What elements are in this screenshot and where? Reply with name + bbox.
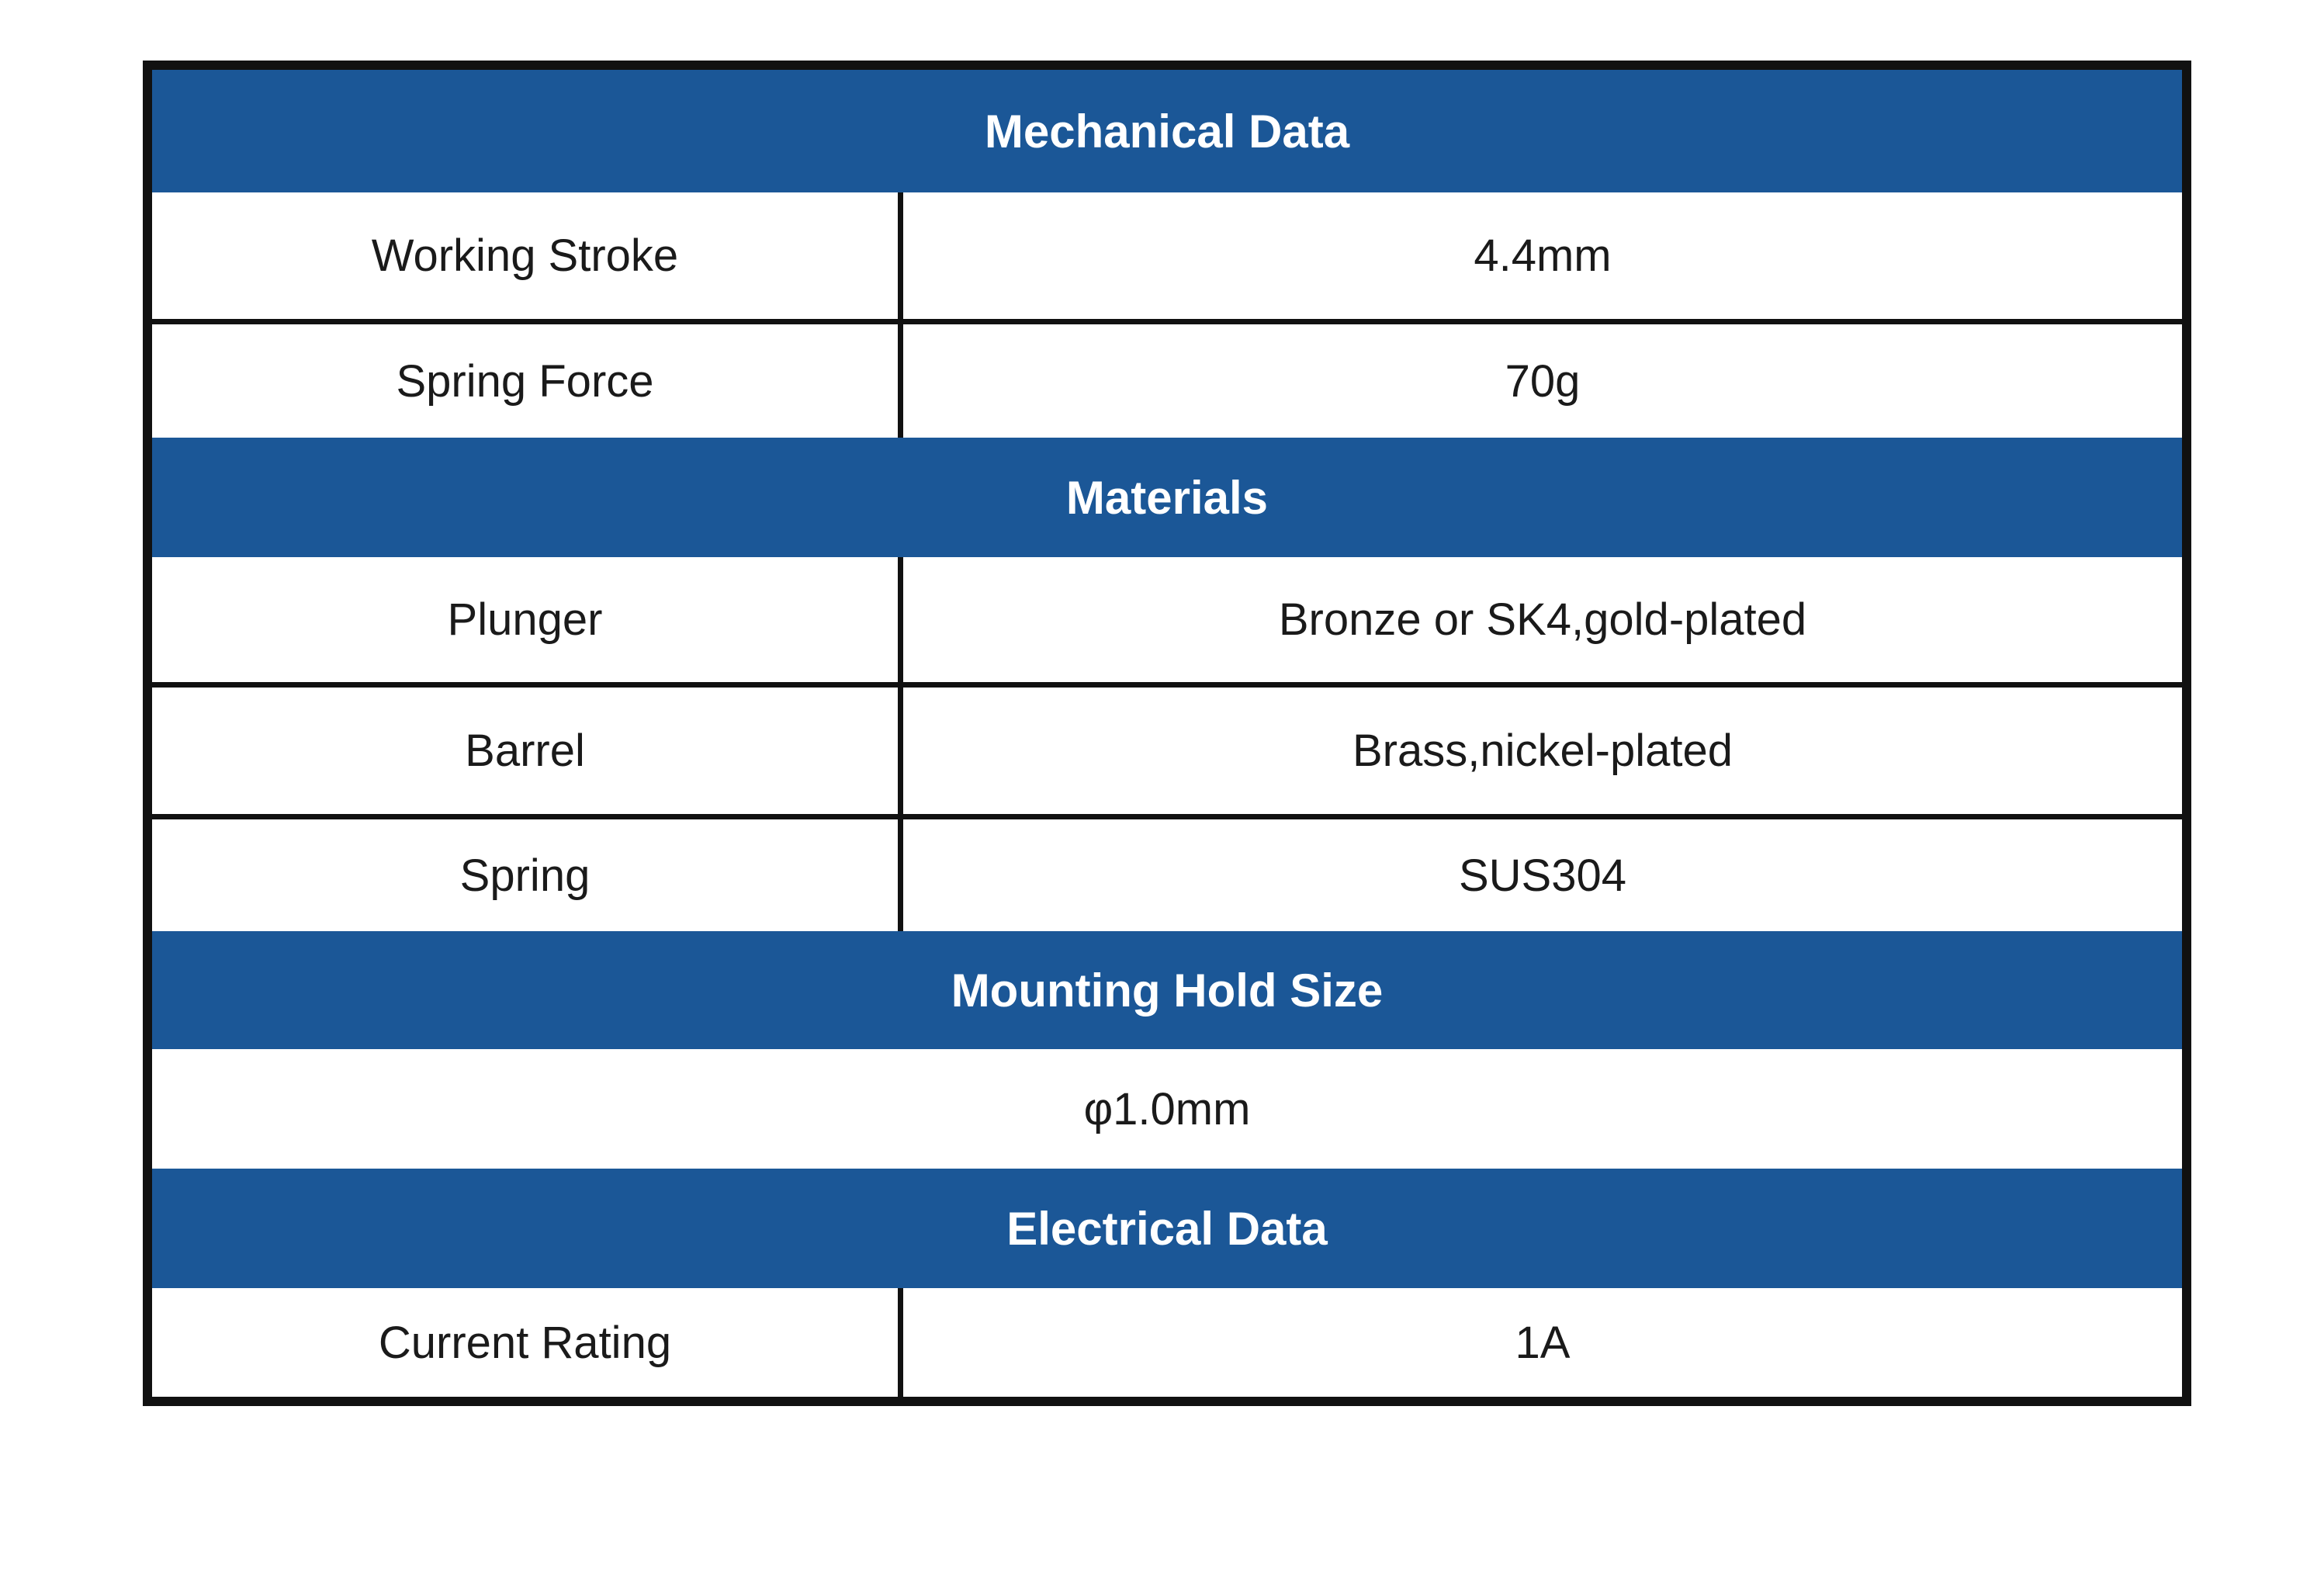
row-value: Bronze or SK4,gold-plated xyxy=(1278,594,1807,645)
section-title: Electrical Data xyxy=(1006,1202,1328,1255)
table-row xyxy=(152,1049,2182,1169)
row-value: 1A xyxy=(1515,1317,1571,1368)
row-label: Spring xyxy=(152,819,903,931)
table-row xyxy=(152,688,2182,819)
row-value: Brass,nickel-plated xyxy=(1352,726,1733,776)
row-value: φ1.0mm xyxy=(1083,1083,1251,1134)
row-label: Working Stroke xyxy=(152,192,903,319)
section-title: Materials xyxy=(1065,471,1269,524)
row-value: 70g xyxy=(1505,355,1581,407)
spec-table xyxy=(143,61,2191,1406)
row-label: Plunger xyxy=(152,557,903,682)
section-header-materials xyxy=(152,438,2182,557)
row-label: Current Rating xyxy=(152,1288,903,1397)
table-row xyxy=(152,557,2182,688)
section-header-mechanical-data xyxy=(152,70,2182,192)
table-row xyxy=(152,324,2182,438)
table-row xyxy=(152,819,2182,931)
table-row xyxy=(152,1288,2182,1397)
row-label: Spring Force xyxy=(152,324,903,438)
section-title: Mounting Hold Size xyxy=(951,964,1384,1017)
section-header-mounting-hold-size xyxy=(152,931,2182,1049)
row-value: 4.4mm xyxy=(1474,230,1612,281)
row-label: Barrel xyxy=(152,688,903,814)
row-value: SUS304 xyxy=(1458,850,1627,901)
section-header-electrical-data xyxy=(152,1169,2182,1288)
section-title: Mechanical Data xyxy=(984,105,1350,158)
table-row xyxy=(152,192,2182,324)
